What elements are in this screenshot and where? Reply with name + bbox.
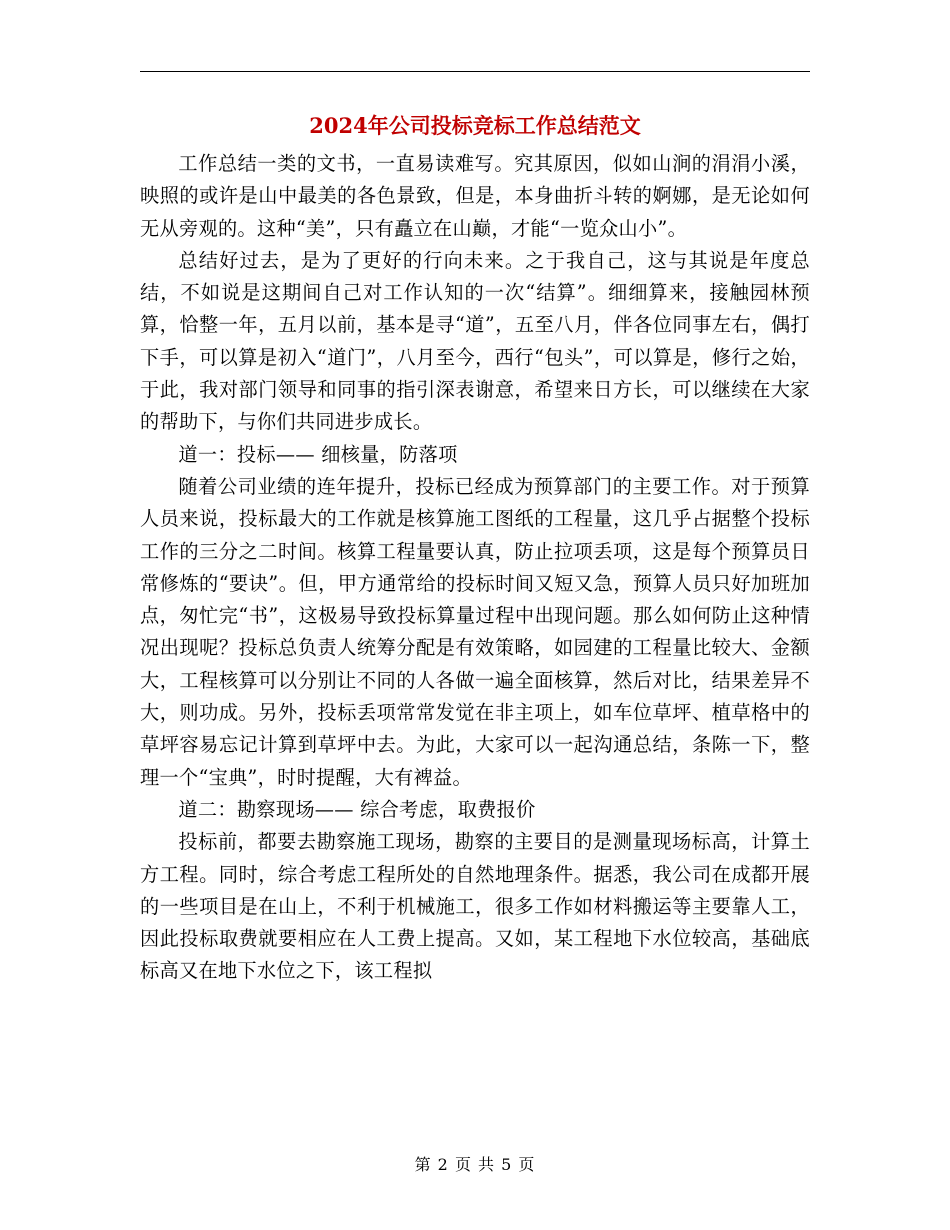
- header-rule: [140, 71, 810, 72]
- paragraph-summary: 总结好过去，是为了更好的行向未来。之于我自己，这与其说是年度总结，不如说是这期间自己对工作认知的一次“结算”。细细算来，接触园林预算，恰整一年，五月以前，基本是寻“道”，五至八月，伴各位同事左右，偶打下手，可以算是初入“道门”，八月至今，西行“包头”，可以算是，修行之始，于此，我对部门领导和同事的指引深表谢意，希望来日方长，可以继续在大家的帮助下，与你们共同进步成长。: [140, 248, 810, 434]
- section-heading-bidding: 道一：投标—— 细核量，防落项: [178, 442, 458, 466]
- document-body: [140, 148, 810, 988]
- paragraph-bidding: 随着公司业绩的连年提升，投标已经成为预算部门的主要工作。对于预算人员来说，投标最大的工作就是核算施工图纸的工程量，这几乎占据整个投标工作的三分之二时间。核算工程量要认真，防止拉项丢项，这是每个预算员日常修炼的“要诀”。但，甲方通常给的投标时间又短又急，预算人员只好加班加点，匆忙完“书”，这极易导致投标算量过程中出现问题。那么如何防止这种情况出现呢？投标总负责人统筹分配是有效策略，如园建的工程量比较大、金额大，工程核算可以分别让不同的人各做一遍全面核算，然后对比，结果差异不大，则功成。另外，投标丢项常常发觉在非主项上，如车位草坪、植草格中的草坪容易忘记计算到草坪中去。为此，大家可以一起沟通总结，条陈一下，整理一个“宝典”，时时提醒，大有裨益。: [140, 474, 810, 789]
- paragraph-intro: 工作总结一类的文书，一直易读难写。究其原因，似如山涧的涓涓小溪，映照的或许是山中最美的各色景致，但是，本身曲折斗转的婀娜，是无论如何无从旁观的。这种“美”，只有矗立在山巅，才能“一览众山小”。: [140, 152, 810, 240]
- section-heading-site-survey: 道二：勘察现场—— 综合考虑，取费报价: [178, 797, 536, 821]
- paragraph-site-survey: 投标前，都要去勘察施工现场，勘察的主要目的是测量现场标高，计算土方工程。同时，综合考虑工程所处的自然地理条件。据悉，我公司在成都开展的一些项目是在山上，不利于机械施工，很多工作如材料搬运等主要靠人工，因此投标取费就要相应在人工费上提高。又如，某工程地下水位较高，基础底标高又在地下水位之下，该工程拟: [140, 830, 810, 983]
- document-title: 2024年公司投标竞标工作总结范文: [309, 113, 641, 138]
- page-footer: 第 2 页 共 5 页: [414, 1155, 536, 1174]
